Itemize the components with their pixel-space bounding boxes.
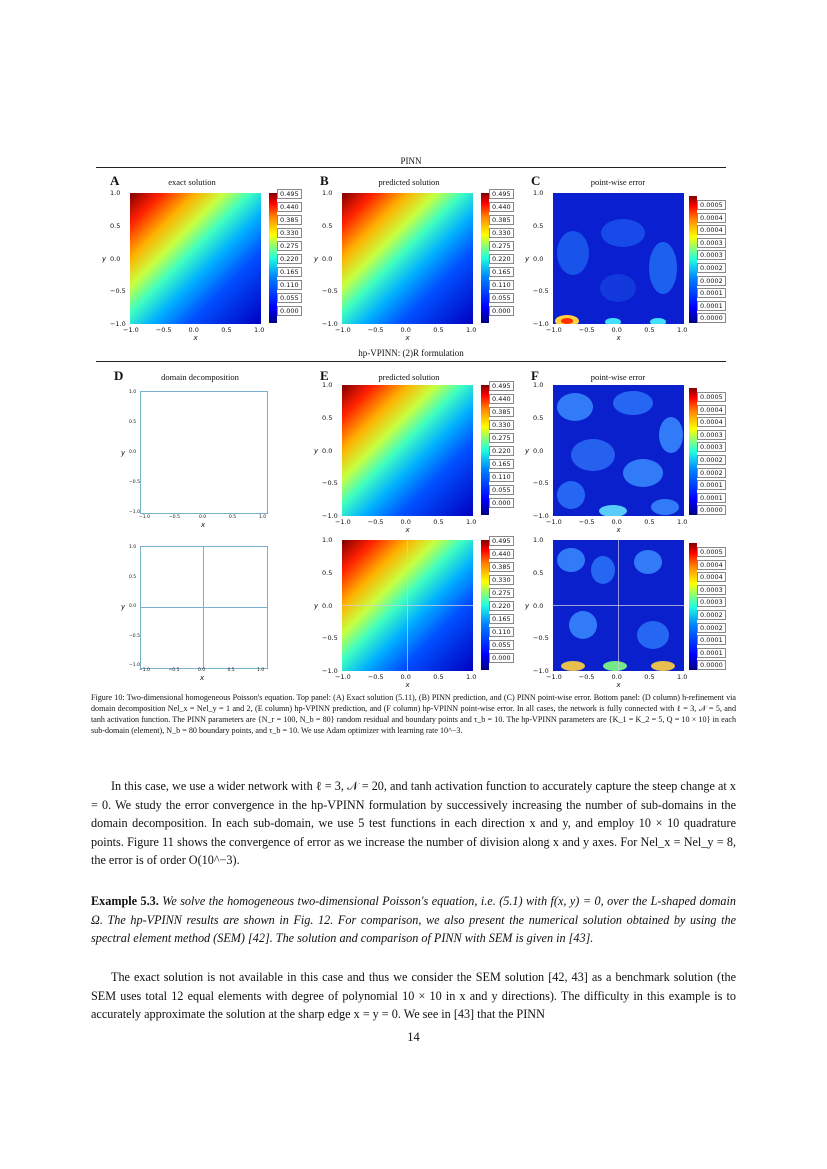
colorbar-tick-label: 0.0004: [697, 405, 726, 415]
y-tick-label: 0.5: [322, 413, 333, 422]
x-tick-label: 0.0: [611, 518, 622, 526]
y-tick-label: 0.5: [129, 574, 137, 580]
colorbar-tick-label: 0.055: [489, 485, 514, 495]
y-axis-label: y: [525, 254, 530, 263]
colorbar-tick-label: 0.495: [489, 536, 514, 546]
y-tick-label: −0.5: [322, 479, 338, 488]
x-tick-label: −1.0: [335, 518, 351, 526]
x-tick-label: −0.5: [155, 326, 172, 334]
panel-letter-c: C: [531, 173, 541, 188]
colorbar-f1: [689, 388, 697, 515]
y-tick-label: −1.0: [533, 320, 549, 328]
y-tick-label: 1.0: [129, 390, 137, 395]
y-axis-label: y: [121, 603, 126, 611]
y-tick-label: −1.0: [110, 320, 126, 328]
colorbar-tick-label: 0.0002: [697, 455, 726, 465]
colorbar-tick-label: 0.385: [489, 215, 514, 225]
colorbar-c: [689, 196, 697, 323]
x-tick-label: 1.0: [677, 326, 688, 334]
colorbar-tick-label: 0.0002: [697, 263, 726, 273]
panel-title-a: exact solution: [168, 177, 216, 187]
y-tick-label: −1.0: [322, 512, 338, 520]
hp-vpinn-error-heatmap-1: [553, 385, 684, 516]
colorbar-tick-label: 0.385: [489, 562, 514, 572]
x-tick-label: 0.0: [188, 326, 199, 334]
x-tick-label: 0.5: [221, 326, 232, 334]
colorbar-tick-label: 0.165: [489, 267, 514, 277]
colorbar-tick-label: 0.0002: [697, 610, 726, 620]
colorbar-e2: [481, 540, 489, 670]
x-tick-label: −1.0: [546, 326, 562, 334]
colorbar-tick-label: 0.0000: [697, 505, 726, 515]
x-tick-label: 0.0: [400, 518, 411, 526]
body-paragraph-2: The exact solution is not available in this case and thus we consider the SEM solution [42, 43] as a benchmark solution (the SEM uses total 12 equal elements with degree of polynomial 10 × 10 in x and y directions). The difficulty in this example is to accurately approximate the solution at the sharp edge x = y = 0. We see in [43] that the PINN: [91, 970, 736, 1021]
colorbar-tick-label: 0.0001: [697, 288, 726, 298]
y-tick-label: 0.0: [322, 254, 333, 263]
y-tick-label: 1.0: [129, 545, 137, 550]
x-tick-label: 1.0: [677, 673, 688, 681]
colorbar-tick-label: 0.275: [277, 241, 302, 251]
domain-single: [140, 391, 268, 514]
exact-solution-heatmap: [130, 193, 261, 324]
top-section-title: PINN: [400, 156, 422, 166]
colorbar-tick-label: 0.0005: [697, 547, 726, 557]
colorbar-tick-label: 0.0003: [697, 442, 726, 452]
panel-title-d: domain decomposition: [161, 372, 239, 382]
colorbar-tick-label: 0.0003: [697, 597, 726, 607]
x-tick-label: −0.5: [578, 326, 595, 334]
x-tick-label: −1.0: [139, 668, 150, 673]
colorbar-tick-label: 0.0001: [697, 493, 726, 503]
y-tick-label: −1.0: [129, 663, 140, 668]
bottom-rule: [96, 361, 726, 362]
body-paragraph-1: In this case, we use a wider network with ℓ = 3, 𝒩 = 20, and tanh activation function to accurately capture the steep change at x = 0. We study the error convergence in the hp-VPINN formulation by successively increasing the number of sub-domains in the domain decomposition. In each sub-domain, we use 5 test functions in each direction x and y, and employ 10 × 10 quadrature points. Figure 11 shows the convergence of error as we increase the number of division along x and y axes. For Nel_x = Nel_y = 8, the error is of order O(10^−3).: [91, 779, 736, 867]
y-tick-label: −1.0: [533, 667, 549, 675]
y-tick-label: −1.0: [533, 512, 549, 520]
x-tick-label: 0.5: [644, 518, 655, 526]
y-tick-label: 0.0: [533, 254, 544, 263]
x-tick-label: 0.0: [611, 673, 622, 681]
example-paragraph: [91, 892, 736, 948]
colorbar-tick-label: 0.330: [489, 575, 514, 585]
x-axis-label: x: [405, 526, 410, 534]
hp-vpinn-predicted-heatmap-2: [342, 540, 473, 671]
y-tick-label: 0.5: [533, 568, 544, 577]
colorbar-tick-label: 0.220: [489, 446, 514, 456]
x-axis-label: x: [616, 526, 621, 534]
x-tick-label: 1.0: [259, 515, 267, 520]
colorbar-tick-label: 0.0000: [697, 660, 726, 670]
colorbar-tick-label: 0.330: [489, 420, 514, 430]
panel-letter-d: D: [114, 368, 124, 383]
x-tick-label: −0.5: [169, 515, 180, 520]
x-tick-label: 0.0: [199, 515, 207, 520]
y-tick-label: 0.5: [533, 413, 544, 422]
colorbar-tick-label: 0.0004: [697, 213, 726, 223]
y-tick-label: 0.5: [322, 221, 333, 230]
x-tick-label: 0.0: [611, 326, 622, 334]
x-axis-label: x: [616, 681, 621, 689]
colorbar-a: [269, 193, 277, 323]
y-tick-label: 0.0: [533, 446, 544, 455]
panel-letter-f: F: [531, 368, 539, 383]
colorbar-tick-label: 0.000: [277, 306, 302, 316]
colorbar-tick-label: 0.0004: [697, 225, 726, 235]
colorbar-tick-label: 0.0004: [697, 572, 726, 582]
figure-caption: Figure 10: Two-dimensional homogeneous Poisson's equation. Top panel: (A) Exact solution (5.11), (B) PINN prediction, and (C) PINN point-wise error. Bottom panel: (D column) h-refinement via domain decomposition Nel_x = Nel_y = 1 and 2, (E column) hp-VPINN prediction, and (F column) hp-VPINN point-wise error. In all cases, the network is fully connected with ℓ = 3, 𝒩 = 5, and tanh activation function. The PINN parameters are {N_r = 100, N_b = 80} random residual and boundary points and τ_b = 10. The hp-VPINN parameters are {K_1 = K_2 = 5, Q = 10 × 10} in each sub-domain (element), N_b = 80 boundary points, and τ_b = 10. We use Adam optimizer with learning rate 10^−3.: [91, 693, 736, 735]
colorbar-tick-label: 0.0003: [697, 585, 726, 595]
colorbar-tick-label: 0.0001: [697, 301, 726, 311]
y-tick-label: 0.5: [110, 221, 121, 230]
colorbar-tick-label: 0.385: [489, 407, 514, 417]
colorbar-tick-label: 0.0000: [697, 313, 726, 323]
domain-divider-horizontal: [141, 607, 267, 608]
y-tick-label: 0.5: [533, 221, 544, 230]
colorbar-tick-label: 0.055: [277, 293, 302, 303]
x-tick-label: −1.0: [546, 518, 562, 526]
x-axis-label: x: [193, 334, 198, 342]
y-tick-label: 0.0: [533, 601, 544, 610]
colorbar-tick-label: 0.330: [277, 228, 302, 238]
x-tick-label: 1.0: [466, 673, 477, 681]
domain-2x2: [140, 546, 268, 669]
x-tick-label: 0.5: [229, 515, 237, 520]
example-text: We solve the homogeneous two-dimensional Poisson's equation, i.e. (5.1) with f(x, y) = 0, over the L-shaped domain Ω. The hp-VPINN results are shown in Fig. 12. For comparison, we also present the numerical solution obtained by using the spectral element method (SEM) [42]. The solution and comparison of PINN with SEM is given in [43].: [91, 894, 737, 945]
hp-vpinn-predicted-heatmap-1: [342, 385, 473, 516]
y-tick-label: 0.0: [110, 254, 121, 263]
y-tick-label: 1.0: [533, 189, 544, 197]
colorbar-tick-label: 0.0005: [697, 200, 726, 210]
x-tick-label: 1.0: [257, 668, 265, 673]
x-tick-label: 0.5: [644, 673, 655, 681]
x-tick-label: 0.5: [644, 326, 655, 334]
colorbar-tick-label: 0.0001: [697, 635, 726, 645]
colorbar-tick-label: 0.0004: [697, 417, 726, 427]
x-tick-label: 1.0: [466, 518, 477, 526]
colorbar-tick-label: 0.000: [489, 306, 514, 316]
colorbar-tick-label: 0.220: [489, 254, 514, 264]
y-tick-label: 1.0: [533, 381, 544, 389]
x-tick-label: 1.0: [254, 326, 265, 334]
colorbar-tick-label: 0.110: [489, 472, 514, 482]
y-tick-label: 1.0: [110, 189, 121, 197]
colorbar-tick-label: 0.440: [489, 394, 514, 404]
colorbar-tick-label: 0.220: [277, 254, 302, 264]
colorbar-tick-label: 0.440: [489, 549, 514, 559]
x-tick-label: 1.0: [677, 518, 688, 526]
y-tick-label: −0.5: [533, 287, 549, 296]
colorbar-tick-label: 0.440: [277, 202, 302, 212]
panel-title-f: point-wise error: [590, 372, 646, 382]
y-tick-label: −0.5: [129, 480, 140, 485]
x-tick-label: 0.5: [433, 518, 444, 526]
y-tick-label: −0.5: [129, 633, 140, 639]
colorbar-tick-label: 0.0001: [697, 648, 726, 658]
y-axis-label: y: [314, 601, 319, 610]
colorbar-tick-label: 0.000: [489, 653, 514, 663]
y-axis-label: y: [102, 254, 107, 263]
y-tick-label: 0.0: [129, 450, 137, 455]
y-tick-label: −0.5: [110, 287, 126, 296]
x-tick-label: −1.0: [335, 673, 351, 681]
colorbar-b: [481, 193, 489, 323]
x-tick-label: −0.5: [367, 326, 384, 334]
x-tick-label: 0.0: [400, 673, 411, 681]
x-tick-label: 0.5: [433, 673, 444, 681]
x-tick-label: 1.0: [466, 326, 477, 334]
colorbar-tick-label: 0.275: [489, 241, 514, 251]
y-tick-label: 1.0: [322, 381, 333, 389]
colorbar-tick-label: 0.0002: [697, 623, 726, 633]
colorbar-tick-label: 0.0004: [697, 560, 726, 570]
colorbar-tick-label: 0.495: [277, 189, 302, 199]
y-tick-label: 0.0: [322, 446, 333, 455]
y-tick-label: 1.0: [322, 536, 333, 544]
y-axis-label: y: [525, 601, 530, 610]
colorbar-tick-label: 0.110: [489, 280, 514, 290]
y-tick-label: −1.0: [322, 320, 338, 328]
x-tick-label: −0.5: [168, 668, 180, 673]
colorbar-tick-label: 0.385: [277, 215, 302, 225]
colorbar-tick-label: 0.055: [489, 293, 514, 303]
y-tick-label: 1.0: [322, 189, 333, 197]
y-tick-label: 0.0: [129, 604, 137, 609]
panel-letter-b: B: [320, 173, 329, 188]
x-tick-label: −0.5: [578, 673, 595, 681]
x-axis-label: x: [405, 681, 410, 689]
bottom-section-title: hp-VPINN: (2)R formulation: [358, 348, 464, 358]
colorbar-tick-label: 0.165: [277, 267, 302, 277]
colorbar-tick-label: 0.055: [489, 640, 514, 650]
colorbar-tick-label: 0.0003: [697, 238, 726, 248]
x-tick-label: −0.5: [367, 518, 384, 526]
colorbar-tick-label: 0.000: [489, 498, 514, 508]
page-number: 14: [407, 1030, 420, 1044]
x-tick-label: −1.0: [139, 515, 150, 520]
colorbar-e1: [481, 385, 489, 515]
x-tick-label: −0.5: [578, 518, 595, 526]
colorbar-tick-label: 0.220: [489, 601, 514, 611]
x-tick-label: −0.5: [367, 673, 384, 681]
colorbar-tick-label: 0.0003: [697, 250, 726, 260]
colorbar-tick-label: 0.165: [489, 459, 514, 469]
x-tick-label: 0.5: [433, 326, 444, 334]
panel-title-e: predicted solution: [378, 372, 440, 382]
y-tick-label: −0.5: [322, 287, 338, 296]
x-tick-label: −1.0: [546, 673, 562, 681]
panel-title-b: predicted solution: [378, 177, 440, 187]
pinn-error-heatmap: [553, 193, 684, 324]
x-axis-label: x: [616, 334, 621, 342]
x-tick-label: 0.0: [400, 326, 411, 334]
colorbar-tick-label: 0.165: [489, 614, 514, 624]
colorbar-tick-label: 0.440: [489, 202, 514, 212]
hp-vpinn-error-heatmap-2: [553, 540, 684, 671]
colorbar-tick-label: 0.275: [489, 588, 514, 598]
y-tick-label: 0.5: [322, 568, 333, 577]
colorbar-tick-label: 0.330: [489, 228, 514, 238]
y-axis-label: y: [314, 446, 319, 455]
panel-letter-e: E: [320, 368, 329, 383]
x-tick-label: −1.0: [123, 326, 139, 334]
example-label: Example 5.3.: [91, 894, 159, 908]
y-tick-label: −1.0: [129, 510, 140, 515]
y-axis-label: y: [314, 254, 319, 263]
x-tick-label: 0.0: [198, 668, 206, 673]
top-rule: [96, 167, 726, 168]
y-axis-label: y: [121, 449, 126, 457]
colorbar-f2: [689, 543, 697, 670]
pinn-predicted-heatmap: [342, 193, 473, 324]
colorbar-tick-label: 0.110: [277, 280, 302, 290]
y-tick-label: 0.5: [129, 420, 137, 425]
panel-letter-a: A: [110, 173, 120, 188]
y-axis-label: y: [525, 446, 530, 455]
x-axis-label: x: [200, 674, 205, 682]
x-tick-label: 0.5: [227, 668, 235, 673]
colorbar-tick-label: 0.495: [489, 189, 514, 199]
x-tick-label: −1.0: [335, 326, 351, 334]
y-tick-label: −1.0: [322, 667, 338, 675]
panel-title-c: point-wise error: [590, 177, 646, 187]
colorbar-tick-label: 0.0002: [697, 468, 726, 478]
y-tick-label: −0.5: [322, 634, 338, 643]
x-axis-label: x: [405, 334, 410, 342]
y-tick-label: −0.5: [533, 634, 549, 643]
y-tick-label: 1.0: [533, 536, 544, 544]
colorbar-tick-label: 0.0002: [697, 276, 726, 286]
colorbar-tick-label: 0.0001: [697, 480, 726, 490]
colorbar-tick-label: 0.275: [489, 433, 514, 443]
colorbar-tick-label: 0.110: [489, 627, 514, 637]
y-tick-label: −0.5: [533, 479, 549, 488]
colorbar-tick-label: 0.0003: [697, 430, 726, 440]
colorbar-tick-label: 0.495: [489, 381, 514, 391]
y-tick-label: 0.0: [322, 601, 333, 610]
colorbar-tick-label: 0.0005: [697, 392, 726, 402]
x-axis-label: x: [201, 521, 206, 529]
